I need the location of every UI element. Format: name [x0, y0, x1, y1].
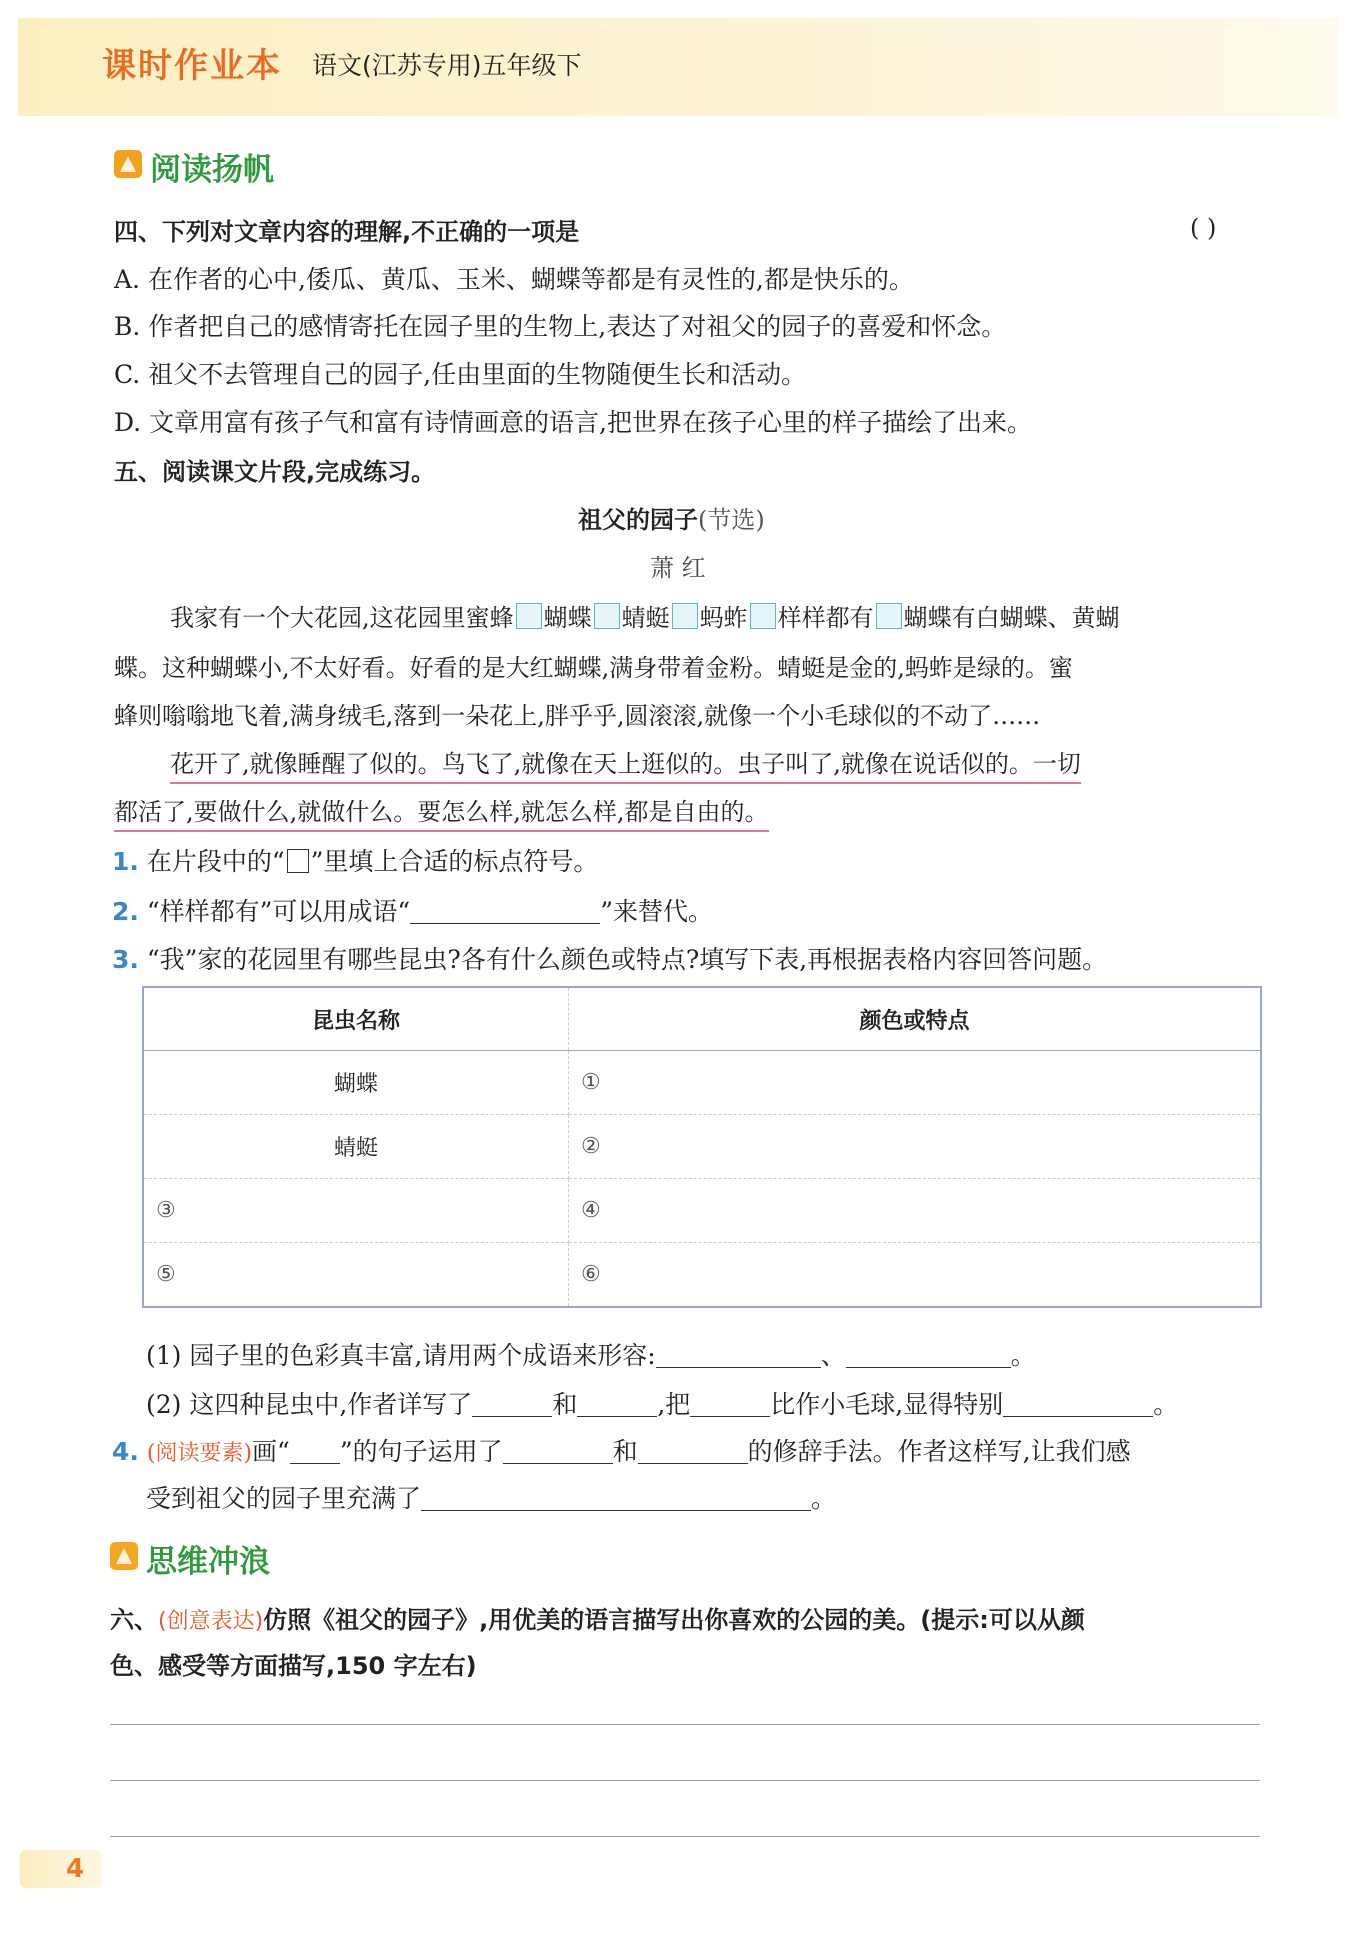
- q6-line1: [110, 1600, 1085, 1635]
- passage-p1-line1: [170, 598, 1120, 633]
- q4-option-a: A. 在作者的心中,倭瓜、黄瓜、玉米、蝴蝶等都是有灵性的,都是快乐的。: [114, 265, 914, 294]
- q5-sub2: [112, 892, 713, 928]
- passage-p2-line2: [114, 792, 769, 827]
- feature-cell[interactable]: ①: [569, 1051, 1262, 1115]
- table-row: [143, 1179, 1261, 1243]
- punct-box-1[interactable]: [516, 603, 542, 629]
- writing-line-1[interactable]: [110, 1724, 1260, 1725]
- sail-icon: [114, 150, 142, 178]
- q5-sub4: [112, 1432, 1131, 1468]
- q5-sub3-q1: [146, 1336, 1036, 1372]
- q5-stem: 五、阅读课文片段,完成练习。: [114, 458, 436, 486]
- section-title-reading: 阅读扬帆: [150, 152, 274, 188]
- sub2-text-b: ”来替代。: [600, 897, 713, 926]
- table-row: [143, 1115, 1261, 1179]
- sub1-text-a: 在片段中的“: [146, 847, 285, 876]
- table-row: [143, 1243, 1261, 1308]
- p1-text-6: 蝴蝶有白蝴蝶、黄蝴: [903, 604, 1120, 632]
- underlined-sentence-2: 都活了,要做什么,就做什么。要怎么样,就怎么样,都是自由的。: [114, 798, 769, 832]
- q4-option-c: C. 祖父不去管理自己的园子,任由里面的生物随便生长和活动。: [114, 360, 807, 389]
- page-number: 4: [20, 1850, 102, 1888]
- insect-name-cell: 蝴蝶: [143, 1051, 569, 1115]
- q6-line2: 色、感受等方面描写,150 字左右): [110, 1652, 477, 1680]
- sub4-line2-text: 受到祖父的园子里充满了: [146, 1484, 422, 1513]
- sub4-text-b: ”的句子运用了: [339, 1437, 503, 1466]
- insect-name-cell: 蜻蜓: [143, 1115, 569, 1179]
- col-header-name: 昆虫名称: [143, 987, 569, 1051]
- idiom-blank-2[interactable]: [846, 1345, 1011, 1368]
- feature-cell[interactable]: ④: [569, 1179, 1262, 1243]
- sub3-q2-text-d: 比作小毛球,显得特别: [770, 1390, 1004, 1419]
- special-blank[interactable]: [1003, 1394, 1153, 1417]
- punct-box-3[interactable]: [672, 603, 698, 629]
- detail-blank-2[interactable]: [577, 1394, 657, 1417]
- sub4-text-a: 画“: [252, 1437, 290, 1466]
- passage-p1-line2: 蝶。这种蝴蝶小,不太好看。好看的是大红蝴蝶,满身带着金粉。蜻蜓是金的,蚂蚱是绿的。蜜: [114, 654, 1073, 682]
- rhetoric-blank-1[interactable]: [503, 1441, 613, 1464]
- sub4-line2-end: 。: [811, 1484, 837, 1513]
- passage-title: [578, 500, 765, 535]
- q5-sub3-q2: [146, 1385, 1178, 1421]
- idiom-blank[interactable]: [410, 901, 600, 924]
- passage-title-text: 祖父的园子: [578, 506, 698, 534]
- p1-text-4: 蚂蚱: [699, 604, 748, 632]
- brand-title: 课时作业本: [102, 46, 282, 86]
- punct-box-4[interactable]: [750, 603, 776, 629]
- sub1-number: 1.: [112, 847, 139, 876]
- box-symbol: [287, 849, 309, 873]
- p1-text-5: 样样都有: [777, 604, 874, 632]
- q4-option-b: B. 作者把自己的感情寄托在园子里的生物上,表达了对祖父的园子的喜爱和怀念。: [114, 312, 1007, 341]
- sub3-q1-sep: 、: [820, 1341, 846, 1370]
- sub2-number: 2.: [112, 897, 139, 926]
- q5-sub3: [112, 940, 1107, 976]
- sub4-text-c: 和: [612, 1437, 638, 1466]
- sub3-q2-text-a: (2) 这四种昆虫中,作者详写了: [146, 1390, 473, 1419]
- passage-p2-line1: [170, 744, 1081, 779]
- sub2-text-a: “样样都有”可以用成语“: [146, 897, 411, 926]
- sub3-q1-end: 。: [1010, 1341, 1036, 1370]
- q4-answer-paren[interactable]: ( ): [1190, 214, 1217, 242]
- q6-number: 六、: [110, 1606, 158, 1634]
- underline-sample: [290, 1441, 340, 1464]
- punct-box-2[interactable]: [594, 603, 620, 629]
- creative-tag: (创意表达): [158, 1609, 264, 1634]
- sub4-text-d: 的修辞手法。作者这样写,让我们感: [747, 1437, 1131, 1466]
- compare-blank[interactable]: [690, 1394, 770, 1417]
- punct-box-5[interactable]: [876, 603, 902, 629]
- sub3-q2-text-c: ,把: [657, 1390, 691, 1419]
- p1-text-2: 蝴蝶: [543, 604, 592, 632]
- writing-line-2[interactable]: [110, 1780, 1260, 1781]
- detail-blank-1[interactable]: [472, 1394, 552, 1417]
- sub4-number: 4.: [112, 1437, 139, 1466]
- insect-table: [142, 986, 1262, 1308]
- sub1-text-b: ”里填上合适的标点符号。: [310, 847, 599, 876]
- passage-p1-line3: 蜂则嗡嗡地飞着,满身绒毛,落到一朵花上,胖乎乎,圆滚滚,就像一个小毛球似的不动了……: [114, 702, 1041, 730]
- sub3-number: 3.: [112, 945, 139, 974]
- writing-line-3[interactable]: [110, 1836, 1260, 1837]
- table-row: [143, 1051, 1261, 1115]
- p1-text-1: 我家有一个大花园,这花园里蜜蜂: [170, 604, 514, 632]
- rhetoric-blank-2[interactable]: [638, 1441, 748, 1464]
- q5-sub4-line2: [146, 1479, 836, 1515]
- sub3-q2-end: 。: [1153, 1390, 1179, 1419]
- q5-sub1: [112, 842, 598, 878]
- idiom-blank-1[interactable]: [656, 1345, 821, 1368]
- passage-author: 萧 红: [650, 554, 706, 582]
- insect-name-cell[interactable]: ③: [143, 1179, 569, 1243]
- p1-text-3: 蜻蜓: [621, 604, 670, 632]
- sub3-q2-text-b: 和: [552, 1390, 578, 1419]
- feature-cell[interactable]: ⑥: [569, 1243, 1262, 1308]
- subject-label: 语文(江苏专用)五年级下: [312, 51, 582, 80]
- table-header-row: [143, 987, 1261, 1051]
- insect-name-cell[interactable]: ⑤: [143, 1243, 569, 1308]
- feeling-blank[interactable]: [421, 1488, 811, 1511]
- col-header-feature: 颜色或特点: [569, 987, 1262, 1051]
- q4-stem: 四、下列对文章内容的理解,不正确的一项是: [114, 218, 580, 246]
- q4-option-d: D. 文章用富有孩子气和富有诗情画意的语言,把世界在孩子心里的样子描绘了出来。: [114, 408, 1032, 437]
- q6-text: 仿照《祖父的园子》,用优美的语言描写出你喜欢的公园的美。(提示:可以从颜: [263, 1606, 1085, 1634]
- reading-element-tag: (阅读要素): [146, 1441, 253, 1466]
- sub3-text: “我”家的花园里有哪些昆虫?各有什么颜色或特点?填写下表,再根据表格内容回答问题。: [146, 945, 1108, 974]
- wave-icon: [110, 1542, 138, 1570]
- passage-title-note: (节选): [698, 506, 765, 534]
- section-title-thinking: 思维冲浪: [146, 1544, 270, 1580]
- sub3-q1-text: (1) 园子里的色彩真丰富,请用两个成语来形容:: [146, 1341, 656, 1370]
- feature-cell[interactable]: ②: [569, 1115, 1262, 1179]
- underlined-sentence-1: 花开了,就像睡醒了似的。鸟飞了,就像在天上逛似的。虫子叫了,就像在说话似的。一切: [170, 750, 1081, 784]
